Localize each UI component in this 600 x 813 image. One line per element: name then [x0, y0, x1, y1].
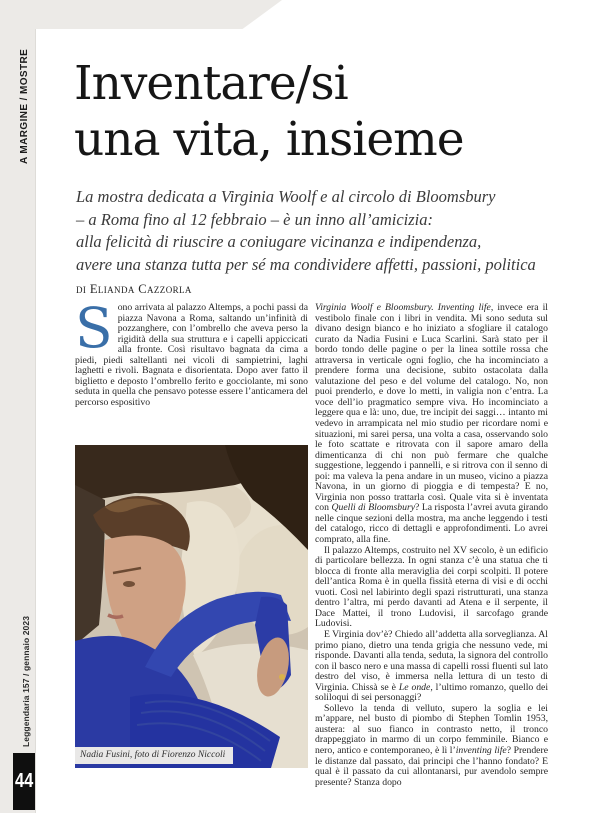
byline: di Elianda Cazzorla [76, 282, 192, 296]
page-number: 44 [14, 770, 34, 792]
body-paragraph: Il palazzo Altemps, costruito nel XV secolo, è un edificio di particolare bellezza. In ogni stanza c’è una statua che ti blocca di fronte alla meraviglia dei corpi scolpiti. Il potere dell’antica Roma è in quella fissità eterna di visi e di occhi vuoti. Così nel labirinto degli spazi ristrutturati, una stanza dentro l’altra, mi perdo davanti ad Atena e il serpente, il Dace Mattei, il trono Ludovisi, il sarcofago grande Ludovisi. [315, 544, 548, 630]
standfirst: La mostra dedicata a Virginia Woolf e al circolo di Bloomsbury – a Roma fino al 12 febbraio – è un inno all’amicizia: alla felicità di riuscire a coniugare vicinanza e indipendenza, avere una stanza tutta per sé ma condividere affetti, passioni, politica [76, 187, 536, 274]
section-label: A MARGINE / MOSTRE [19, 48, 30, 164]
body-paragraph: Sollevo la tenda di velluto, supero la soglia e lei m’appare, nel busto di piombo di Stephen Tomlin 1953, austera: al suo fianco in contrasto netto, il tronco drappeggiato in marmo di un corpo femminile. Bianco e nero, antico e contemporaneo, è lì l’inventing life? Prendere le distanze dal passato, dai principi che l’hanno fondato? E qual è il passato da cui allontanarsi, pur avendolo sempre presente? Stanza dopo [315, 702, 548, 788]
article-title: Inventare/si una vita, insieme [74, 56, 464, 167]
scan-margin-top [0, 0, 282, 29]
dropcap: S [75, 296, 113, 360]
body-column-left [75, 296, 308, 408]
photo-caption: Nadia Fusini, foto di Fiorenzo Niccoli [75, 747, 233, 764]
portrait-photo-illustration [75, 445, 308, 768]
portrait-photo [75, 445, 308, 768]
page-number-box [13, 753, 35, 810]
body-paragraph [75, 296, 308, 408]
body-paragraph: Virginia Woolf e Bloomsbury. Inventing life, invece era il vestibolo finale con i libri in vendita. Mi sono seduta sul divano design bianco e ho iniziato a sfogliare il catalogo curato da Nadia Fusini e Luca Scarlini. Sarà stato per il bordo tondo delle pagine o per la linea sottile rossa che attraversa in verticale ogni foglio, che ha incominciato a prendere forma una decisione, subito ostacolata dalla valutazione del peso e del volume del catalogo. No, non puoi prenderlo, e dove lo metti, in valigia non c’entra. La voce dell’io pragmatico sempre viva. Ho incominciato a leggere qua e là: uno, due, tre incipit dei saggi… intanto mi vedevo in arrampicata nel mio studio per ricordare nomi e situazioni, mi sarei persa, una volta a casa, osservando solo le foto scattate e ritrovata con il sapore amaro della dimenticanza di chi non può fermare che qualche suggestione, leggendo i pannelli, e si ritrova con il senno di poi: ma valeva la pena andare in un museo, vicino a piazza Navona, in un giorno di pioggia e di tempesta? E no, Virginia non posso trattarla così. Quale vita si è inventata con Quelli di Bloomsbury? La risposta l’avrei avuta girando nelle cinque sezioni della mostra, ma anche leggendo i testi del catalogo, ricco di dettagli e approfondimenti. Lo avrei comprato, alla fine. [315, 302, 548, 546]
paragraph-text: ono arrivata al palazzo Altemps, a pochi passi da piazza Navona a Roma, saltando un’infinità di pozzanghere, con l’ombrello che aveva perso la rigidità della sua struttura e i capelli appiccicati alla fronte. Così risultavo bagnata da cima a piedi, piedi saltellanti nei vicoli di sampietrini, laghi laghetti e rivoli. Bagnata e disorientata. Dopo aver fatto il biglietto e deposto l’ombrello ferito e gocciolante, mi sono seduta in quella che pensavo potesse essere l’anticamera del percorso espositivo [75, 302, 308, 408]
body-column-right [315, 303, 548, 788]
body-paragraph: E Virginia dov’è? Chiedo all’addetta alla sorveglianza. Al primo piano, dietro una tenda grigia che nessuno vede, mi risponde. Davanti alla tenda, seduta, la signora del controllo con il basco nero e una massa di capelli rossi fluenti sul lato destro del viso, è immersa nella lettura di un testo di Virginia. Chissà se è Le onde, l’ultimo romanzo, quello dei soliloqui di sei personaggi? [315, 628, 549, 704]
edition-label: Leggendaria 157 / gennaio 2023 [21, 615, 31, 747]
